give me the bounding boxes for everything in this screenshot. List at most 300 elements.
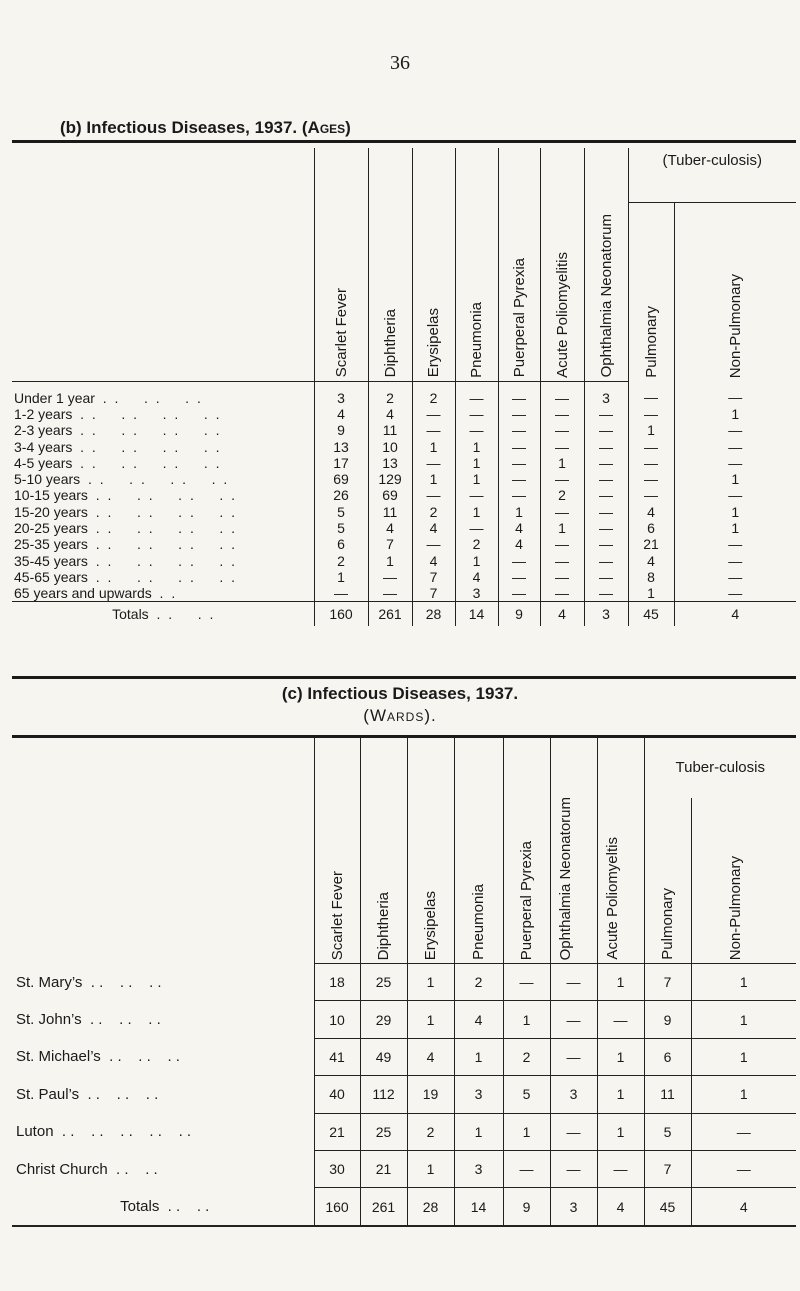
- table-cell: —: [314, 585, 368, 602]
- table-cell: —: [584, 504, 628, 520]
- table-cell: —: [628, 406, 674, 422]
- col-pneumonia: Pneumonia: [455, 148, 498, 381]
- col-scarlet-fever: Scarlet Fever: [314, 148, 368, 381]
- table-cell: 1: [628, 585, 674, 602]
- table-cell: —: [503, 964, 550, 1001]
- table-cell: —: [674, 487, 796, 503]
- table-cell: 21: [360, 1150, 407, 1187]
- table-row: [12, 964, 796, 1001]
- table-cell: —: [550, 1113, 597, 1150]
- leader-dots: . . . . . . . .: [80, 438, 222, 455]
- ages-label-header: [12, 148, 314, 381]
- table-cell: —: [540, 438, 584, 454]
- row-label-text: 4-5 years: [14, 454, 73, 471]
- table-row: [12, 585, 796, 602]
- table-cell: —: [498, 471, 540, 487]
- row-label-text: 2-3 years: [14, 422, 73, 439]
- table-cell: —: [597, 1001, 644, 1038]
- table-cell: —: [628, 381, 674, 406]
- row-label-text: 5-10 years: [14, 471, 81, 488]
- table-cell: 19: [407, 1076, 454, 1113]
- wcol-scarlet-fever: Scarlet Fever: [314, 738, 360, 964]
- table-cell: —: [455, 406, 498, 422]
- table-cell: 49: [360, 1038, 407, 1075]
- wards-label-header: [12, 738, 314, 964]
- leader-dots: . . . . . .: [102, 389, 203, 406]
- table-b-title: [60, 118, 351, 138]
- table-cell: 9: [498, 602, 540, 627]
- table-cell: —: [368, 569, 412, 585]
- table-cell: 1: [540, 520, 584, 536]
- table-cell: 2: [540, 487, 584, 503]
- col-erysipelas: Erysipelas: [412, 148, 455, 381]
- leader-dots: . . . . . . . .: [80, 454, 222, 471]
- wcol-non-pulmonary: Non-Pulmonary: [691, 798, 796, 964]
- table-cell: 1: [368, 552, 412, 568]
- table-cell: 1: [628, 422, 674, 438]
- row-label-text: 65 years and upwards: [14, 585, 152, 602]
- table-cell: 4: [314, 406, 368, 422]
- row-label-text: Luton: [16, 1123, 54, 1141]
- table-cell: 4: [412, 552, 455, 568]
- table-cell: 1: [455, 552, 498, 568]
- leader-dots: . . . . . . . .: [95, 536, 238, 553]
- table-cell: 1: [314, 569, 368, 585]
- table-cell: —: [540, 406, 584, 422]
- table-cell: 1: [503, 1113, 550, 1150]
- row-label: [12, 520, 314, 536]
- wcol-acute-poliomyeltis: Acute Poliomyeltis: [597, 738, 644, 964]
- wcol-pulmonary: Pulmonary: [644, 798, 691, 964]
- row-label-text: Christ Church: [16, 1160, 108, 1178]
- table-row: [12, 455, 796, 471]
- row-label: [12, 585, 314, 602]
- table-cell: 1: [597, 964, 644, 1001]
- leader-dots: . . . . . .: [90, 973, 162, 991]
- table-cell: —: [412, 406, 455, 422]
- row-label: [12, 569, 314, 585]
- table-c-title-main: (c) Infectious Diseases, 1937.: [281, 684, 519, 703]
- table-cell: 4: [454, 1001, 503, 1038]
- row-label: [12, 1038, 314, 1075]
- table-cell: 4: [498, 520, 540, 536]
- leader-dots: . . . . . .: [87, 1085, 159, 1103]
- table-cell: —: [498, 381, 540, 406]
- table-cell: 45: [644, 1188, 691, 1226]
- table-cell: 9: [644, 1001, 691, 1038]
- table-cell: 5: [503, 1076, 550, 1113]
- table-cell: 28: [412, 602, 455, 627]
- table-cell: 7: [368, 536, 412, 552]
- table-cell: 261: [368, 602, 412, 627]
- table-cell: 1: [691, 964, 796, 1001]
- table-cell: 9: [503, 1188, 550, 1226]
- table-cell: 45: [628, 602, 674, 627]
- row-label-text: 45-65 years: [14, 568, 88, 585]
- leader-dots: . . . . . . . .: [95, 552, 238, 569]
- table-cell: 11: [368, 422, 412, 438]
- table-cell: —: [540, 569, 584, 585]
- leader-dots: . . . . . . . .: [87, 471, 230, 488]
- table-cell: 40: [314, 1076, 360, 1113]
- row-label: [12, 552, 314, 568]
- table-c-subtitle: (Wards).: [363, 706, 437, 725]
- table-cell: 1: [691, 1038, 796, 1075]
- table-cell: 26: [314, 487, 368, 503]
- table-cell: 14: [455, 602, 498, 627]
- table-cell: —: [691, 1113, 796, 1150]
- row-label-text: 35-45 years: [14, 552, 88, 569]
- row-label-text: Totals: [112, 606, 149, 623]
- table-cell: 1: [597, 1038, 644, 1075]
- table-cell: 2: [412, 504, 455, 520]
- table-cell: 2: [407, 1113, 454, 1150]
- table-cell: 5: [314, 504, 368, 520]
- table-cell: 1: [540, 455, 584, 471]
- row-label: [12, 471, 314, 487]
- table-cell: —: [584, 471, 628, 487]
- ages-table: [12, 148, 796, 626]
- page-number: 36: [390, 52, 410, 74]
- row-label: [12, 455, 314, 471]
- table-cell: —: [584, 422, 628, 438]
- row-label-text: St. John’s: [16, 1011, 82, 1029]
- table-cell: 160: [314, 1188, 360, 1226]
- table-cell: —: [455, 381, 498, 406]
- table-cell: —: [540, 585, 584, 602]
- leader-dots: . . . . . . . .: [95, 568, 238, 585]
- table-cell: 1: [412, 471, 455, 487]
- table-cell: —: [540, 552, 584, 568]
- table-cell: —: [455, 520, 498, 536]
- table-cell: 8: [628, 569, 674, 585]
- leader-dots: . . . . . . . .: [95, 503, 238, 520]
- table-cell: 2: [454, 964, 503, 1001]
- wcol-pneumonia: Pneumonia: [454, 738, 503, 964]
- top-rule: [12, 140, 796, 143]
- table-cell: —: [674, 422, 796, 438]
- table-cell: 6: [314, 536, 368, 552]
- table-cell: —: [584, 438, 628, 454]
- table-cell: —: [550, 1038, 597, 1075]
- row-label-text: 20-25 years: [14, 520, 88, 537]
- table-cell: —: [674, 585, 796, 602]
- table-cell: 7: [644, 1150, 691, 1187]
- table-cell: 4: [498, 536, 540, 552]
- table-cell: 9: [314, 422, 368, 438]
- row-label: [12, 1113, 314, 1150]
- leader-dots: . . . . . . . . . .: [61, 1123, 192, 1141]
- leader-dots: . . . . . . . .: [95, 487, 238, 504]
- table-cell: 69: [368, 487, 412, 503]
- table-cell: 1: [674, 471, 796, 487]
- table-cell: 1: [674, 520, 796, 536]
- table-cell: 4: [368, 406, 412, 422]
- table-cell: —: [540, 471, 584, 487]
- mid-rule: [12, 676, 796, 679]
- table-cell: —: [584, 520, 628, 536]
- table-cell: 11: [644, 1076, 691, 1113]
- table-cell: 7: [412, 569, 455, 585]
- wcol-diphtheria: Diphtheria: [360, 738, 407, 964]
- table-cell: 1: [454, 1113, 503, 1150]
- wcol-ophthalmia-neonatorum: Ophthalmia Neonatorum: [550, 738, 597, 964]
- row-label-text: St. Paul’s: [16, 1085, 80, 1103]
- table-row: [12, 471, 796, 487]
- table-cell: 4: [368, 520, 412, 536]
- table-cell: 6: [644, 1038, 691, 1075]
- row-label-text: 25-35 years: [14, 536, 88, 553]
- table-cell: —: [628, 455, 674, 471]
- wards-tuberculosis-group-header: Tuber-culosis: [644, 738, 796, 798]
- table-b-title-main: (b) Infectious Diseases, 1937.: [60, 118, 298, 137]
- table-cell: 3: [454, 1076, 503, 1113]
- leader-dots: . . . . . .: [89, 1011, 161, 1029]
- table-row: [12, 487, 796, 503]
- table-cell: —: [628, 471, 674, 487]
- table-cell: 1: [455, 504, 498, 520]
- table-c-title: [0, 683, 800, 727]
- table-cell: 69: [314, 471, 368, 487]
- table-cell: —: [674, 455, 796, 471]
- table-cell: —: [498, 422, 540, 438]
- table-cell: 3: [584, 602, 628, 627]
- table-row: [12, 381, 796, 406]
- table-cell: 4: [674, 602, 796, 627]
- table-cell: 160: [314, 602, 368, 627]
- table-cell: —: [540, 422, 584, 438]
- table-cell: 25: [360, 1113, 407, 1150]
- row-label-text: Under 1 year: [14, 389, 95, 406]
- table-row: [12, 504, 796, 520]
- table-cell: —: [540, 504, 584, 520]
- col-acute-poliomyelitis: Acute Poliomyelitis: [540, 148, 584, 381]
- table-cell: —: [498, 455, 540, 471]
- row-label: [12, 504, 314, 520]
- table-cell: —: [498, 585, 540, 602]
- table-cell: 1: [455, 455, 498, 471]
- table-row: [12, 1076, 796, 1113]
- table-cell: —: [628, 487, 674, 503]
- table-cell: —: [455, 422, 498, 438]
- wcol-erysipelas: Erysipelas: [407, 738, 454, 964]
- row-label: [12, 536, 314, 552]
- table-cell: 2: [455, 536, 498, 552]
- table-cell: 3: [550, 1188, 597, 1226]
- table-cell: —: [674, 552, 796, 568]
- leader-dots: . . . . . . . .: [80, 422, 222, 439]
- table-cell: 129: [368, 471, 412, 487]
- table-cell: —: [498, 406, 540, 422]
- leader-dots: . . . . . . . .: [95, 520, 238, 537]
- table-cell: 4: [691, 1188, 796, 1226]
- table-cell: —: [412, 487, 455, 503]
- table-row: [12, 536, 796, 552]
- table-cell: —: [674, 536, 796, 552]
- row-label-text: St. Mary’s: [16, 973, 83, 991]
- row-label: [12, 602, 314, 627]
- table-cell: 4: [628, 552, 674, 568]
- row-label-text: Totals: [120, 1197, 160, 1215]
- table-row: [12, 569, 796, 585]
- table-cell: —: [628, 438, 674, 454]
- wcol-puerperal-pyrexia: Puerperal Pyrexia: [503, 738, 550, 964]
- table-cell: 4: [455, 569, 498, 585]
- table-row: [12, 1150, 796, 1187]
- table-cell: 29: [360, 1001, 407, 1038]
- row-label: [12, 1188, 314, 1226]
- table-cell: 21: [314, 1113, 360, 1150]
- table-cell: 2: [368, 381, 412, 406]
- col-puerperal-pyrexia: Puerperal Pyrexia: [498, 148, 540, 381]
- table-cell: 30: [314, 1150, 360, 1187]
- table-cell: 13: [314, 438, 368, 454]
- table-cell: 10: [368, 438, 412, 454]
- table-cell: —: [540, 536, 584, 552]
- table-cell: —: [550, 964, 597, 1001]
- row-label: [12, 1076, 314, 1113]
- table-row: [12, 552, 796, 568]
- table-cell: —: [674, 438, 796, 454]
- table-cell: 4: [597, 1188, 644, 1226]
- table-cell: —: [368, 585, 412, 602]
- table-cell: —: [498, 552, 540, 568]
- table-cell: 6: [628, 520, 674, 536]
- row-label: [12, 487, 314, 503]
- table-cell: 2: [503, 1038, 550, 1075]
- table-cell: —: [455, 487, 498, 503]
- table-cell: 10: [314, 1001, 360, 1038]
- table-cell: 1: [498, 504, 540, 520]
- table-cell: —: [498, 487, 540, 503]
- col-diphtheria: Diphtheria: [368, 148, 412, 381]
- table-cell: 1: [412, 438, 455, 454]
- col-ophthalmia-neonatorum: Ophthalmia Neonatorum: [584, 148, 628, 381]
- table-cell: 3: [454, 1150, 503, 1187]
- table-cell: —: [691, 1150, 796, 1187]
- table-cell: 1: [674, 504, 796, 520]
- table-cell: 3: [550, 1076, 597, 1113]
- table-cell: —: [584, 536, 628, 552]
- row-label: [12, 381, 314, 406]
- totals-row: [12, 602, 796, 627]
- table-cell: 1: [503, 1001, 550, 1038]
- table-cell: 13: [368, 455, 412, 471]
- table-cell: —: [550, 1001, 597, 1038]
- table-cell: 11: [368, 504, 412, 520]
- table-cell: 17: [314, 455, 368, 471]
- table-cell: 28: [407, 1188, 454, 1226]
- table-cell: 41: [314, 1038, 360, 1075]
- table-cell: —: [584, 406, 628, 422]
- row-label-text: St. Michael’s: [16, 1048, 101, 1066]
- table-cell: 261: [360, 1188, 407, 1226]
- row-label: [12, 1001, 314, 1038]
- col-non-pulmonary: Non-Pulmonary: [674, 203, 796, 382]
- table-cell: —: [584, 455, 628, 471]
- row-label-text: 10-15 years: [14, 487, 88, 504]
- leader-dots: . . . . . .: [109, 1048, 180, 1066]
- wards-table: [12, 738, 796, 1227]
- table-cell: —: [412, 422, 455, 438]
- table-cell: 4: [407, 1038, 454, 1075]
- table-cell: 7: [412, 585, 455, 602]
- table-cell: —: [503, 1150, 550, 1187]
- table-cell: 1: [454, 1038, 503, 1075]
- table-cell: 1: [455, 438, 498, 454]
- table-cell: —: [584, 569, 628, 585]
- table-cell: 14: [454, 1188, 503, 1226]
- table-cell: 7: [644, 964, 691, 1001]
- table-row: [12, 520, 796, 536]
- table-cell: —: [584, 487, 628, 503]
- table-cell: 18: [314, 964, 360, 1001]
- table-cell: —: [498, 569, 540, 585]
- table-cell: —: [412, 455, 455, 471]
- leader-dots: . . . .: [167, 1197, 210, 1215]
- table-row: [12, 422, 796, 438]
- table-b-title-ages: (Ages): [301, 118, 351, 137]
- table-cell: 112: [360, 1076, 407, 1113]
- table-cell: 2: [412, 381, 455, 406]
- table-row: [12, 1038, 796, 1075]
- table-cell: —: [584, 585, 628, 602]
- table-cell: —: [597, 1150, 644, 1187]
- leader-dots: . . . . . . . .: [80, 405, 222, 422]
- table-cell: 3: [455, 585, 498, 602]
- row-label-text: 15-20 years: [14, 503, 88, 520]
- table-cell: —: [550, 1150, 597, 1187]
- table-cell: 5: [314, 520, 368, 536]
- table-cell: 1: [597, 1076, 644, 1113]
- table-cell: 5: [644, 1113, 691, 1150]
- table-cell: —: [674, 381, 796, 406]
- table-cell: 2: [314, 552, 368, 568]
- row-label-text: 1-2 years: [14, 405, 73, 422]
- row-label: [12, 438, 314, 454]
- leader-dots: . . . .: [156, 606, 216, 623]
- table-cell: —: [498, 438, 540, 454]
- col-pulmonary: Pulmonary: [628, 203, 674, 382]
- table-cell: 1: [407, 964, 454, 1001]
- table-cell: 1: [691, 1076, 796, 1113]
- tuberculosis-group-header: (Tuber-culosis): [628, 148, 796, 203]
- table-cell: 1: [674, 406, 796, 422]
- table-cell: 25: [360, 964, 407, 1001]
- table-row: [12, 1001, 796, 1038]
- table-cell: 4: [628, 504, 674, 520]
- table-row: [12, 406, 796, 422]
- table-cell: 1: [407, 1150, 454, 1187]
- row-label-text: 3-4 years: [14, 438, 73, 455]
- table-cell: 3: [584, 381, 628, 406]
- table-cell: 21: [628, 536, 674, 552]
- table-cell: 4: [412, 520, 455, 536]
- table-cell: —: [674, 569, 796, 585]
- table-cell: —: [540, 381, 584, 406]
- row-label: [12, 422, 314, 438]
- table-cell: —: [412, 536, 455, 552]
- table-cell: 4: [540, 602, 584, 627]
- table-cell: 1: [407, 1001, 454, 1038]
- row-label: [12, 406, 314, 422]
- table-cell: 1: [455, 471, 498, 487]
- totals-row: [12, 1188, 796, 1226]
- row-label: [12, 1150, 314, 1187]
- table-cell: 1: [597, 1113, 644, 1150]
- table-cell: 3: [314, 381, 368, 406]
- table-cell: —: [584, 552, 628, 568]
